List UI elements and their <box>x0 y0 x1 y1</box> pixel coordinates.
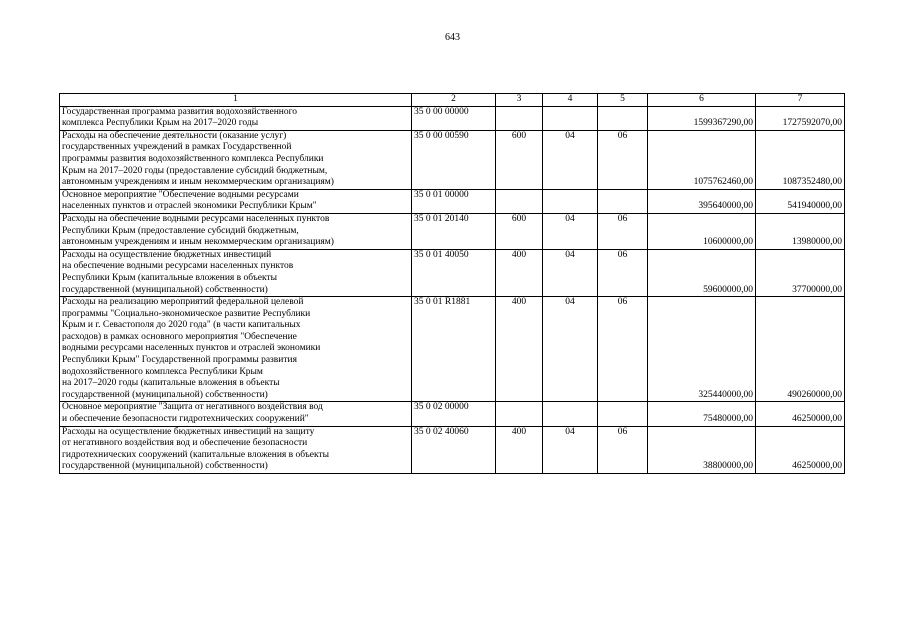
column-number-row <box>60 94 845 107</box>
target-code-cell: 35 0 01 40050 <box>412 249 496 296</box>
expense-name-line: Расходы на обеспечение деятельности (оказание услуг) <box>62 130 287 141</box>
expense-type-cell: 600 <box>496 213 543 249</box>
expense-name-line: Государственная программа развития водохозяйственного <box>62 106 298 117</box>
column-number: 1 <box>60 94 412 107</box>
amount-cell-col6: 75480000,00 <box>648 402 756 426</box>
subsection-cell <box>598 106 648 130</box>
budget-table <box>59 93 845 474</box>
expense-type-cell: 400 <box>496 297 543 402</box>
expense-name-line: и обеспечение безопасности гидротехнических сооружений" <box>62 414 309 425</box>
expense-name-line: Крым на 2017–2020 годы (предоставление субсидий бюджетным, <box>62 165 328 176</box>
expense-name-line: Расходы на осуществление бюджетных инвестиций на защиту <box>62 426 315 437</box>
column-number: 3 <box>496 94 543 107</box>
expense-name-line: Республики Крым (капитальные вложения в объекты <box>62 272 278 283</box>
expense-name-line: Расходы на обеспечение водными ресурсами населенных пунктов <box>62 213 330 224</box>
expense-name-line: Расходы на осуществление бюджетных инвестиций <box>62 249 272 260</box>
expense-name-line: гидротехнических сооружений (капитальные вложения в объекты <box>62 449 330 460</box>
expense-name-line: расходов) в рамках основного мероприятия "Обеспечение <box>62 331 297 342</box>
table-row <box>60 106 845 130</box>
expense-type-cell <box>496 402 543 426</box>
expense-name-line: населенных пунктов и отраслей экономики Республики Крым" <box>62 201 317 212</box>
expense-name-line: государственной (муниципальной) собственности) <box>62 284 268 295</box>
expense-type-cell: 400 <box>496 426 543 473</box>
subsection-cell: 06 <box>598 249 648 296</box>
target-code-cell: 35 0 01 20140 <box>412 213 496 249</box>
table-row <box>60 213 845 249</box>
expense-name-line: Республики Крым (предоставление субсидий бюджетным, <box>62 225 299 236</box>
expense-name-line: водными ресурсами населенных пунктов и отраслей экономики <box>62 343 321 354</box>
amount-cell-col6: 10600000,00 <box>648 213 756 249</box>
amount-cell-col7: 46250000,00 <box>756 402 845 426</box>
expense-name-line: на 2017–2020 годы (капитальные вложения в объекты <box>62 378 280 389</box>
target-code-cell: 35 0 00 00000 <box>412 106 496 130</box>
expense-name-line: на обеспечение водными ресурсами населенных пунктов <box>62 261 294 272</box>
expense-name-cell <box>60 189 412 213</box>
subsection-cell: 06 <box>598 426 648 473</box>
expense-name-line: Республики Крым" Государственной программы развития <box>62 355 297 366</box>
expense-name-line: водохозяйственного комплекса Республики Крым <box>62 366 263 377</box>
amount-cell-col7: 13980000,00 <box>756 213 845 249</box>
amount-cell-col7: 541940000,00 <box>756 189 845 213</box>
expense-name-cell <box>60 130 412 189</box>
column-number: 5 <box>598 94 648 107</box>
amount-cell-col7: 37700000,00 <box>756 249 845 296</box>
expense-name-cell <box>60 426 412 473</box>
expense-name-line: Расходы на реализацию мероприятий федеральной целевой <box>62 297 304 308</box>
table-row <box>60 189 845 213</box>
target-code-cell: 35 0 02 40060 <box>412 426 496 473</box>
table-row <box>60 297 845 402</box>
amount-cell-col7: 490260000,00 <box>756 297 845 402</box>
table-row <box>60 426 845 473</box>
subsection-cell <box>598 402 648 426</box>
expense-name-cell <box>60 297 412 402</box>
expense-name-line: Крым и г. Севастополя до 2020 года" (в части капитальных <box>62 320 301 331</box>
expense-name-line: государственной (муниципальной) собственности) <box>62 461 268 472</box>
table-row <box>60 249 845 296</box>
amount-cell-col6: 395640000,00 <box>648 189 756 213</box>
target-code-cell: 35 0 01 00000 <box>412 189 496 213</box>
expense-name-line: государственной (муниципальной) собственности) <box>62 389 268 400</box>
expense-name-line: Основное мероприятие "Защита от негативного воздействия вод <box>62 402 323 413</box>
section-cell: 04 <box>543 426 598 473</box>
page-number: 643 <box>445 32 460 43</box>
expense-type-cell: 400 <box>496 249 543 296</box>
expense-name-line: Основное мероприятие "Обеспечение водными ресурсами <box>62 189 299 200</box>
expense-name-line: программы развития водохозяйственного комплекса Республики <box>62 153 324 164</box>
amount-cell-col6: 1075762460,00 <box>648 130 756 189</box>
expense-name-line: автономным учреждениям и иным некоммерческим организациям) <box>62 177 334 188</box>
subsection-cell: 06 <box>598 130 648 189</box>
amount-cell-col7: 1087352480,00 <box>756 130 845 189</box>
target-code-cell: 35 0 00 00590 <box>412 130 496 189</box>
section-cell: 04 <box>543 130 598 189</box>
column-number: 4 <box>543 94 598 107</box>
section-cell <box>543 402 598 426</box>
amount-cell-col6: 59600000,00 <box>648 249 756 296</box>
section-cell: 04 <box>543 213 598 249</box>
table-row <box>60 130 845 189</box>
expense-name-line: от негативного воздействия вод и обеспечение безопасности <box>62 438 308 449</box>
amount-cell-col6: 38800000,00 <box>648 426 756 473</box>
target-code-cell: 35 0 01 R1881 <box>412 297 496 402</box>
column-number: 7 <box>756 94 845 107</box>
column-number: 6 <box>648 94 756 107</box>
expense-name-line: государственных учреждений в рамках Государственной <box>62 142 292 153</box>
subsection-cell: 06 <box>598 213 648 249</box>
amount-cell-col6: 325440000,00 <box>648 297 756 402</box>
amount-cell-col6: 1599367290,00 <box>648 106 756 130</box>
subsection-cell <box>598 189 648 213</box>
expense-name-cell <box>60 106 412 130</box>
section-cell <box>543 106 598 130</box>
expense-name-line: программы "Социально-экономическое развитие Республики <box>62 308 311 319</box>
expense-name-cell <box>60 249 412 296</box>
expense-name-line: комплекса Республики Крым на 2017–2020 годы <box>62 118 259 129</box>
section-cell: 04 <box>543 249 598 296</box>
expense-type-cell <box>496 189 543 213</box>
section-cell: 04 <box>543 297 598 402</box>
table-body <box>60 94 845 474</box>
expense-name-cell <box>60 213 412 249</box>
section-cell <box>543 189 598 213</box>
column-number: 2 <box>412 94 496 107</box>
expense-name-line: автономным учреждениям и иным некоммерческим организациям) <box>62 237 334 248</box>
expense-name-cell <box>60 402 412 426</box>
expense-type-cell: 600 <box>496 130 543 189</box>
table-row <box>60 402 845 426</box>
amount-cell-col7: 46250000,00 <box>756 426 845 473</box>
target-code-cell: 35 0 02 00000 <box>412 402 496 426</box>
amount-cell-col7: 1727592070,00 <box>756 106 845 130</box>
expense-type-cell <box>496 106 543 130</box>
subsection-cell: 06 <box>598 297 648 402</box>
